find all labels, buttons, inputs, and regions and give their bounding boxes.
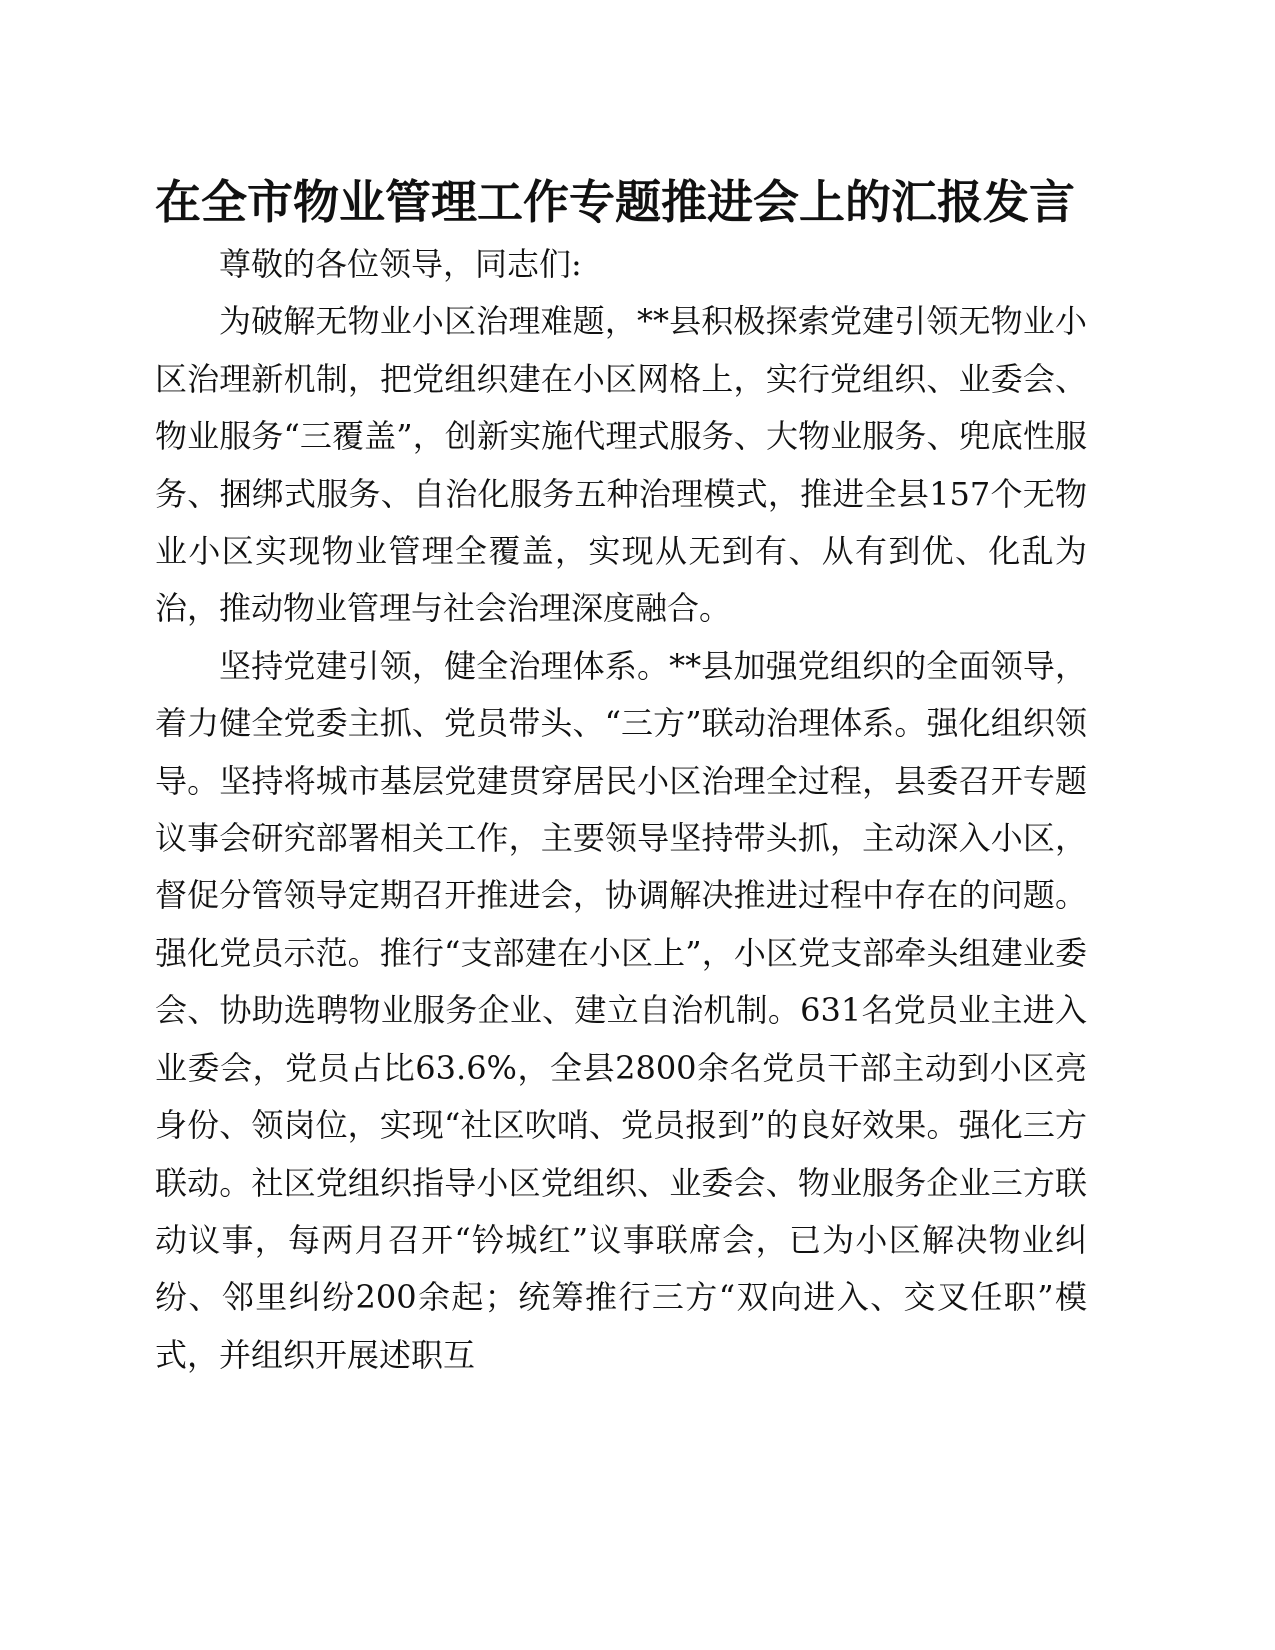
document-title: 在全市物业管理工作专题推进会上的汇报发言 bbox=[155, 175, 1075, 229]
salutation: 尊敬的各位领导，同志们: bbox=[219, 245, 582, 283]
paragraph-intro: 为破解无物业小区治理难题，**县积极探索党建引领无物业小区治理新机制，把党组织建在小区网格上，实行党组织、业委会、物业服务“三覆盖”，创新实施代理式服务、大物业服务、兜底性服务、捆绑式服务、自治化服务五种治理模式，推进全县157个无物业小区实现物业管理全覆盖，实现从无到有、从有到优、化乱为治，推动物业管理与社会治理深度融合。 bbox=[155, 302, 1087, 628]
paragraph-party-leadership: 坚持党建引领，健全治理体系。**县加强党组织的全面领导，着力健全党委主抓、党员带头、“三方”联动治理体系。强化组织领导。坚持将城市基层党建贯穿居民小区治理全过程，县委召开专题议事会研究部署相关工作，主要领导坚持带头抓，主动深入小区，督促分管领导定期召开推进会，协调解决推进过程中存在的问题。强化党员示范。推行“支部建在小区上”，小区党支部牵头组建业委会、协助选聘物业服务企业、建立自治机制。631名党员业主进入业委会，党员占比63.6%，全县2800余名党员干部主动到小区亮身份、领岗位，实现“社区吹哨、党员报到”的良好效果。强化三方联动。社区党组织指导小区党组织、业委会、物业服务企业三方联动议事，每两月召开“钤城红”议事联席会，已为小区解决物业纠纷、邻里纠纷200余起；统筹推行三方“双向进入、交叉任职”模式，并组织开展述职互 bbox=[155, 646, 1087, 1374]
document-body bbox=[155, 236, 1087, 1384]
